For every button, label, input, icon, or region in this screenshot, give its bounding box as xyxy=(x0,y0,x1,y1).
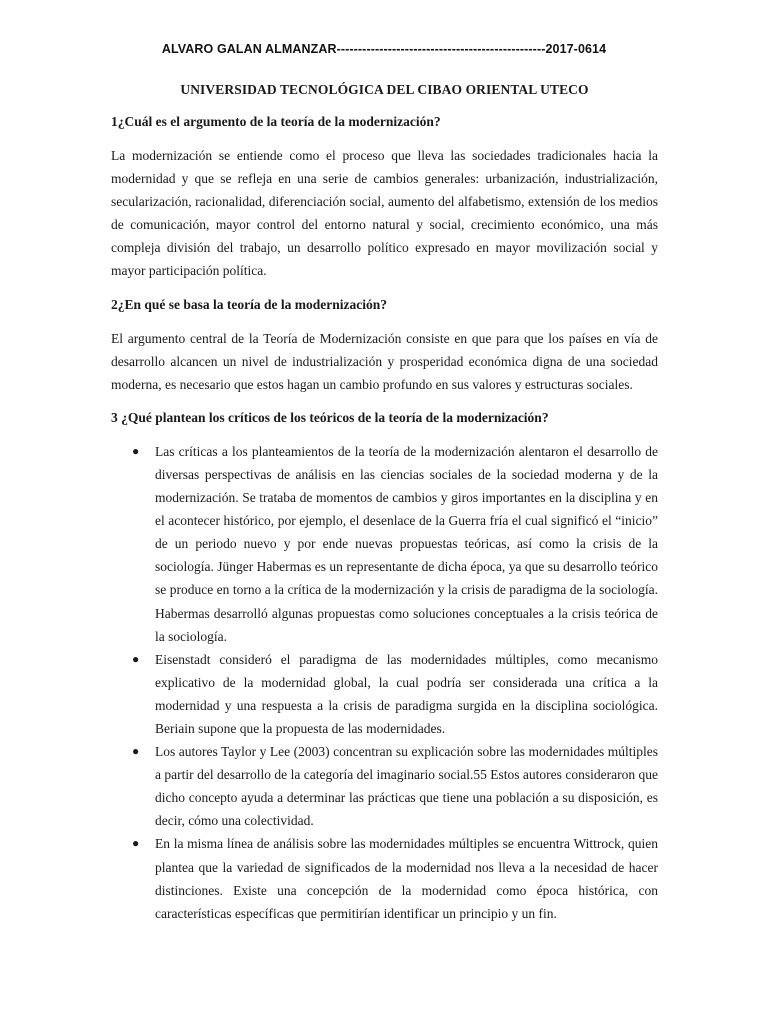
bullet-icon: ● xyxy=(132,651,140,666)
bullet-icon: ● xyxy=(132,443,140,458)
university-title: UNIVERSIDAD TECNOLÓGICA DEL CIBAO ORIENTAL UTECO xyxy=(180,82,589,97)
critics-list xyxy=(111,440,658,925)
question-1: 1¿Cuál es el argumento de la teoría de la modernización? xyxy=(111,114,441,129)
list-item xyxy=(111,440,658,648)
list-item xyxy=(111,648,658,740)
question-3: 3 ¿Qué plantean los críticos de los teóricos de la teoría de la modernización? xyxy=(111,409,549,425)
document-body xyxy=(111,82,658,925)
list-item-text: En la misma línea de análisis sobre las modernidades múltiples se encuentra Wittrock, quien plantea que la variedad de significados de la modernidad nos lleva a la necesidad de hacer distinciones. Existe una concepción de la modernidad como época histórica, con características específicas que permitirían identificar un principio y un fin. xyxy=(155,836,658,921)
bullet-icon: ● xyxy=(132,744,140,759)
question-2: 2¿En qué se basa la teoría de la modernización? xyxy=(111,296,387,312)
author-header: ALVARO GALAN ALMANZAR-------------------------------------------------2017-0614 xyxy=(161,42,607,56)
list-item-text: Eisenstadt consideró el paradigma de las modernidades múltiples, como mecanismo explicativo de la modernidad global, la cual podría ser considerada una crítica a la modernidad y una respuesta a la crisis de paradigma surgida en la disciplina sociológica. Beriain supone que la propuesta de las modernidades. xyxy=(155,651,658,736)
bullet-icon: ● xyxy=(132,836,140,851)
answer-2: El argumento central de la Teoría de Modernización consiste en que para que los países en vía de desarrollo alcancen un nivel de industrialización y prosperidad económica digna de una sociedad moderna, es necesario que estos hagan un cambio profundo en sus valores y estructuras sociales. xyxy=(111,330,658,392)
list-item-text: Los autores Taylor y Lee (2003) concentran su explicación sobre las modernidades múltiples a partir del desarrollo de la categoría del imaginario social.55 Estos autores consideraron que dicho concepto ayuda a determinar las prácticas que tiene una población a su disposición, es decir, cómo una colectividad. xyxy=(155,744,658,829)
list-item xyxy=(111,832,658,924)
list-item xyxy=(111,740,658,832)
list-item-text: Las críticas a los planteamientos de la teoría de la modernización alentaron el desarrollo de diversas perspectivas de análisis en las ciencias sociales de la sociedad moderna y de la modernización. Se trataba de momentos de cambios y giros importantes en la disciplina y en el acontecer histórico, por ejemplo, el desenlace de la Guerra fría el cual significó el “inicio” de un periodo nuevo y por ende nuevas propuestas teóricas, así como la crisis de la sociología. Jünger Habermas es un representante de dicha época, ya que su desarrollo teórico se produce en torno a la crítica de la modernización y la crisis de paradigma de la sociología. Habermas desarrolló algunas propuestas como soluciones conceptuales a la crisis teórica de la sociología. xyxy=(155,443,658,644)
answer-1: La modernización se entiende como el proceso que lleva las sociedades tradicionales hacia la modernidad y que se refleja en una serie de cambios generales: urbanización, industrialización, secularización, racionalidad, diferenciación social, aumento del alfabetismo, extensión de los medios de comunicación, mayor control del entorno natural y social, crecimiento económico, una más compleja división del trabajo, un desarrollo político expresado en mayor movilización social y mayor participación política. xyxy=(111,148,658,279)
